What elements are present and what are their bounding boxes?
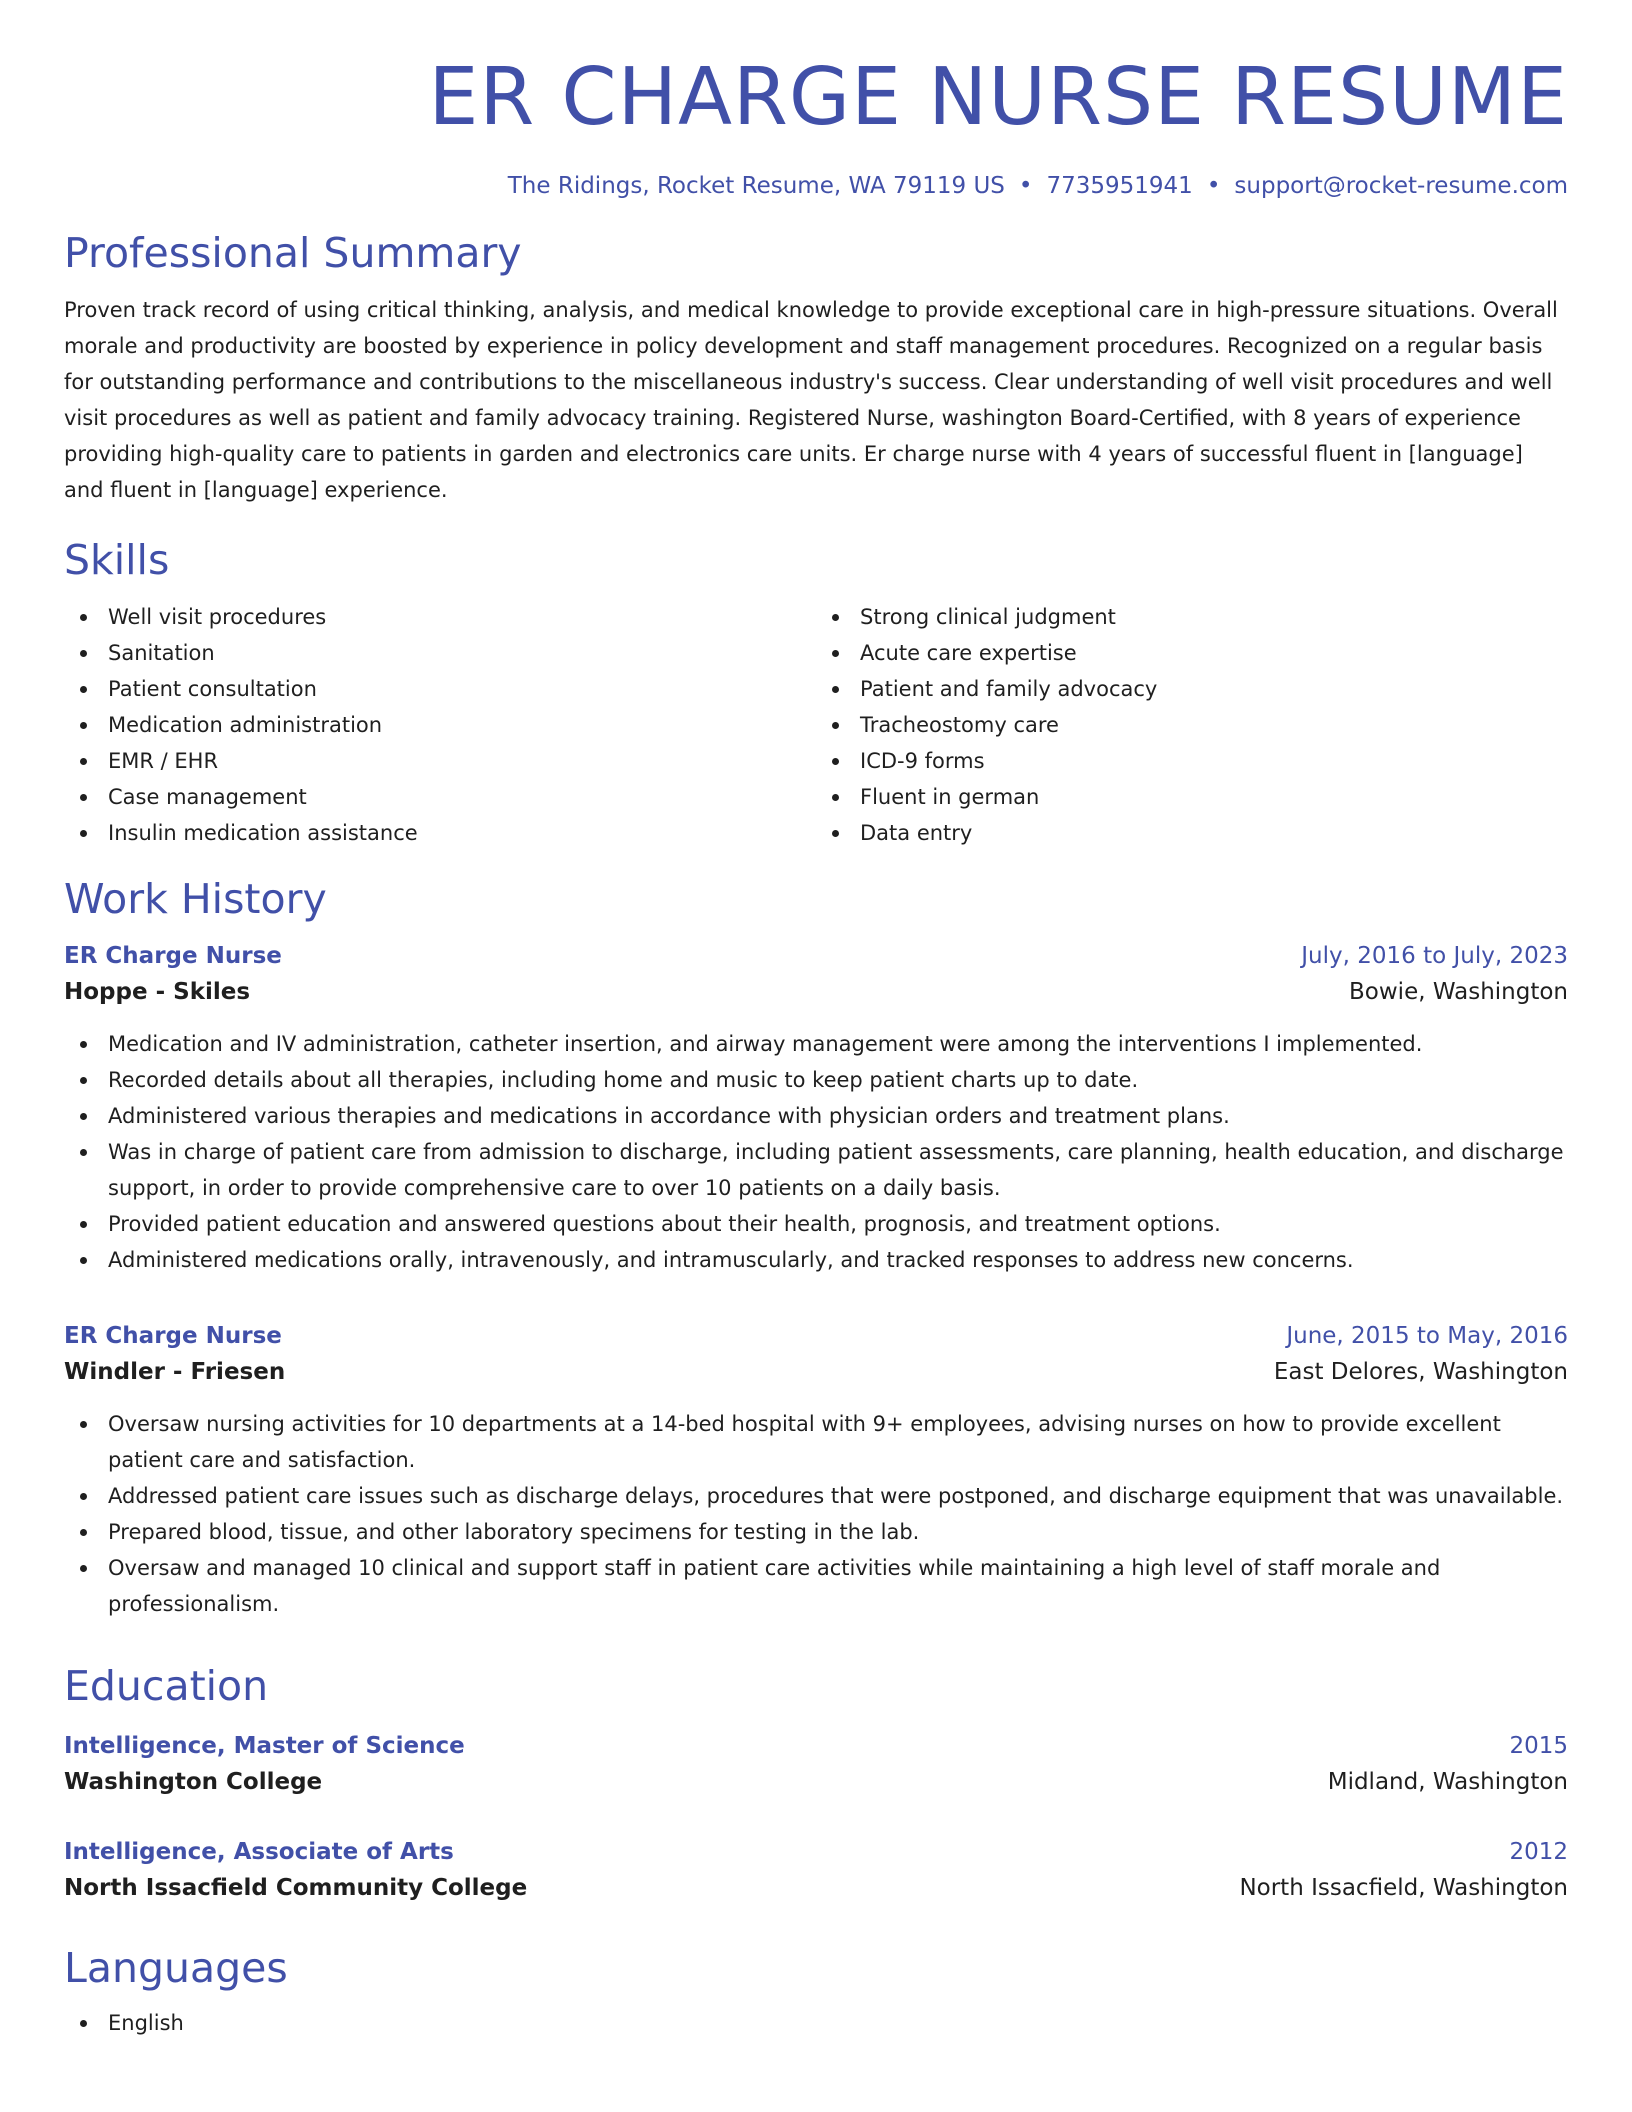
languages-section: [64, 1944, 1568, 2041]
skill-item: Case management: [64, 779, 816, 815]
resume-title: ER CHARGE NURSE RESUME: [428, 51, 1568, 143]
job-company-row: [64, 1354, 1568, 1390]
contact-separator: •: [1018, 172, 1033, 199]
skill-item: Strong clinical judgment: [816, 599, 1568, 635]
job-entry: [64, 1318, 1568, 1622]
skill-item: Tracheostomy care: [816, 707, 1568, 743]
job-duty: Prepared blood, tissue, and other laboratory specimens for testing in the lab.: [64, 1514, 1568, 1550]
contact-address: The Ridings, Rocket Resume, WA 79119 US: [507, 172, 1005, 199]
skills-grid: [64, 599, 1568, 851]
skill-item: Acute care expertise: [816, 635, 1568, 671]
contact-separator: •: [1206, 172, 1221, 199]
skill-item: Data entry: [816, 815, 1568, 851]
job-company: Windler - Friesen: [64, 1359, 286, 1386]
summary-text: Proven track record of using critical thinking, analysis, and medical knowledge to provide exceptional care in high-pressure situations. Overall morale and productivity are boosted by experience in policy development and staff management procedures. Recognized on a regular basis for outstanding performance and contributions to the miscellaneous industry's success. Clear understanding of well visit procedures and well visit procedures as well as patient and family advocacy training. Registered Nurse, washington Board-Certified, with 8 years of experience providing high-quality care to patients in garden and electronics care units. Er charge nurse with 4 years of successful fluent in [language] and fluent in [language] experience.: [64, 298, 1558, 503]
education-heading: Education: [64, 1662, 269, 1711]
skill-item: EMR / EHR: [64, 743, 816, 779]
job-entry: [64, 938, 1568, 1278]
job-company: Hoppe - Skiles: [64, 979, 251, 1006]
skill-item: Patient consultation: [64, 671, 816, 707]
education-section: [64, 1662, 1568, 1905]
job-dates: July, 2016 to July, 2023: [1301, 943, 1568, 970]
degree-year: 2012: [1509, 1838, 1568, 1865]
skills-heading: Skills: [64, 536, 170, 585]
school-row: [64, 1764, 1568, 1800]
job-location: East Delores, Washington: [1273, 1359, 1568, 1386]
skill-item: ICD-9 forms: [816, 743, 1568, 779]
work-history-heading: Work History: [64, 875, 327, 924]
job-duty: Provided patient education and answered questions about their health, prognosis, and treatment options.: [64, 1206, 1568, 1242]
job-duty: Oversaw nursing activities for 10 departments at a 14-bed hospital with 9+ employees, advising nurses on how to provide excellent patient care and satisfaction.: [64, 1406, 1568, 1478]
job-title: ER Charge Nurse: [64, 1323, 282, 1350]
job-dates: June, 2015 to May, 2016: [1286, 1323, 1568, 1350]
language-item: English: [64, 2005, 1568, 2041]
degree-name: Intelligence, Master of Science: [64, 1732, 465, 1759]
skill-item: Well visit procedures: [64, 599, 816, 635]
degree-name: Intelligence, Associate of Arts: [64, 1838, 454, 1865]
languages-heading: Languages: [64, 1943, 288, 1992]
job-duty: Oversaw and managed 10 clinical and support staff in patient care activities while maintaining a high level of staff morale and professionalism.: [64, 1550, 1568, 1622]
job-title-row: [64, 1318, 1568, 1354]
skills-section: [64, 536, 1568, 851]
job-location: Bowie, Washington: [1349, 979, 1568, 1006]
job-duties: [64, 1406, 1568, 1622]
job-duties: [64, 1026, 1568, 1278]
job-duty: Addressed patient care issues such as discharge delays, procedures that were postponed, and discharge equipment that was unavailable.: [64, 1478, 1568, 1514]
contact-email: support@rocket-resume.com: [1234, 172, 1568, 199]
job-duty: Administered medications orally, intravenously, and intramuscularly, and tracked responses to address new concerns.: [64, 1242, 1568, 1278]
job-company-row: [64, 974, 1568, 1010]
degree-year: 2015: [1509, 1732, 1568, 1759]
skills-column-left: [64, 599, 816, 851]
job-duty: Was in charge of patient care from admission to discharge, including patient assessments, care planning, health education, and discharge support, in order to provide comprehensive care to over 10 patients on a daily basis.: [64, 1134, 1568, 1206]
skill-item: Insulin medication assistance: [64, 815, 816, 851]
school-location: North Issacfield, Washington: [1239, 1874, 1568, 1901]
summary-heading: Professional Summary: [64, 228, 522, 277]
job-duty: Medication and IV administration, catheter insertion, and airway management were among the interventions I implemented.: [64, 1026, 1568, 1062]
job-duty: Recorded details about all therapies, including home and music to keep patient charts up to date.: [64, 1062, 1568, 1098]
school-name: Washington College: [64, 1768, 323, 1795]
job-title: ER Charge Nurse: [64, 943, 282, 970]
school-location: Midland, Washington: [1327, 1768, 1568, 1795]
resume-header: [64, 0, 1568, 199]
skill-item: Sanitation: [64, 635, 816, 671]
skill-item: Medication administration: [64, 707, 816, 743]
job-duty: Administered various therapies and medications in accordance with physician orders and treatment plans.: [64, 1098, 1568, 1134]
school-name: North Issacfield Community College: [64, 1874, 528, 1901]
contact-phone: 7735951941: [1046, 172, 1193, 199]
languages-list: [64, 2005, 1568, 2041]
degree-row: [64, 1728, 1568, 1764]
education-entry: [64, 1834, 1568, 1906]
skill-item: Fluent in german: [816, 779, 1568, 815]
education-entry: [64, 1728, 1568, 1800]
job-title-row: [64, 938, 1568, 974]
school-row: [64, 1870, 1568, 1906]
contact-line: [64, 173, 1568, 199]
degree-row: [64, 1834, 1568, 1870]
work-history-section: [64, 875, 1568, 1622]
summary-section: [64, 229, 1568, 508]
skill-item: Patient and family advocacy: [816, 671, 1568, 707]
skills-column-right: [816, 599, 1568, 851]
